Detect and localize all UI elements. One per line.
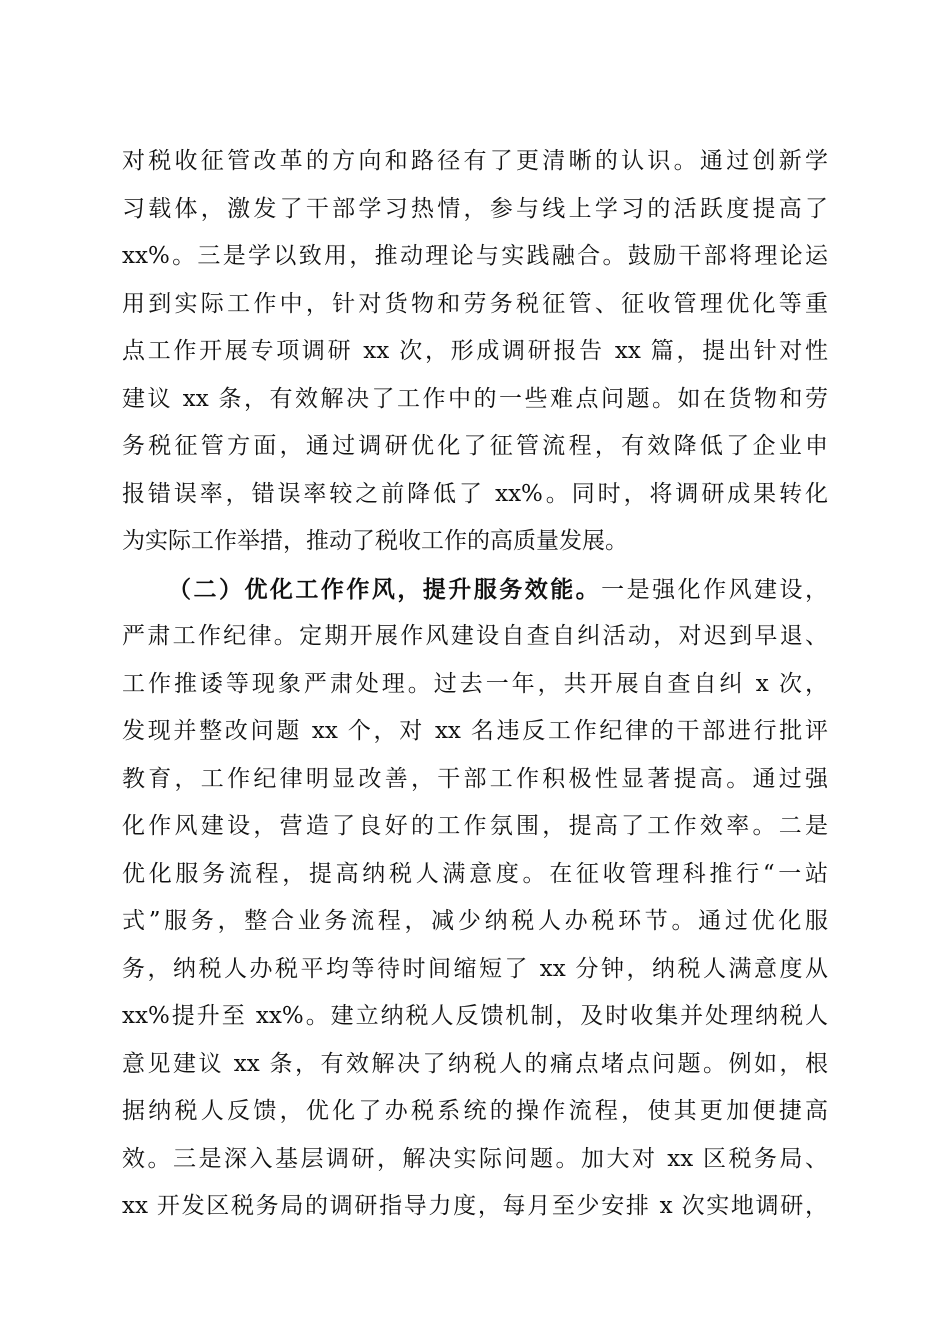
text-line: 习载体，激发了干部学习热情，参与线上学习的活跃度提高了 bbox=[122, 195, 828, 222]
text-line: 化作风建设，营造了良好的工作氛围，提高了工作效率。二是 bbox=[122, 813, 828, 839]
text-line: xx%。三是学以致用，推动理论与实践融合。鼓励干部将理论运 bbox=[122, 243, 828, 269]
text-line: 报错误率，错误率较之前降低了 xx%。同时，将调研成果转化 bbox=[122, 480, 828, 507]
text-line: 教育，工作纪律明显改善，干部工作积极性显著提高。通过强 bbox=[122, 765, 828, 792]
text-line: 据纳税人反馈，优化了办税系统的操作流程，使其更加便捷高 bbox=[122, 1098, 828, 1124]
text-line: 建议 xx 条，有效解决了工作中的一些难点问题。如在货物和劳 bbox=[122, 385, 828, 412]
paragraph-learning-results bbox=[122, 138, 828, 566]
text-line: 为实际工作举措，推动了税收工作的高质量发展。 bbox=[122, 528, 628, 554]
text-line: 务，纳税人办税平均等待时间缩短了 xx 分钟，纳税人满意度从 bbox=[122, 955, 828, 982]
text-line: 对税收征管改革的方向和路径有了更清晰的认识。通过创新学 bbox=[122, 148, 828, 174]
text-line: 意见建议 xx 条，有效解决了纳税人的痛点堵点问题。例如，根 bbox=[122, 1050, 828, 1077]
heading-line-text: 一是强化作风建设， bbox=[601, 576, 828, 603]
paragraph-work-style bbox=[122, 566, 828, 1231]
section-heading-line bbox=[122, 566, 828, 614]
text-line: xx%提升至 xx%。建立纳税人反馈机制，及时收集并处理纳税人 bbox=[122, 1003, 828, 1029]
document-body bbox=[122, 138, 828, 1231]
text-line: 严肃工作纪律。定期开展作风建设自查自纠活动，对迟到早退、 bbox=[122, 623, 828, 649]
text-line: 优化服务流程，提高纳税人满意度。在征收管理科推行“一站 bbox=[122, 860, 828, 887]
text-line: 用到实际工作中，针对货物和劳务税征管、征收管理优化等重 bbox=[122, 290, 828, 317]
text-line: 效。三是深入基层调研，解决实际问题。加大对 xx 区税务局、 bbox=[122, 1145, 828, 1172]
text-line: 点工作开展专项调研 xx 次，形成调研报告 xx 篇，提出针对性 bbox=[122, 338, 828, 364]
section-heading: （二）优化工作作风，提升服务效能。 bbox=[168, 575, 602, 603]
text-line: 务税征管方面，通过调研优化了征管流程，有效降低了企业申 bbox=[122, 433, 828, 459]
text-line: 工作推诿等现象严肃处理。过去一年，共开展自查自纠 x 次， bbox=[122, 670, 828, 697]
text-line: 发现并整改问题 xx 个，对 xx 名违反工作纪律的干部进行批评 bbox=[122, 718, 828, 744]
text-line: xx 开发区税务局的调研指导力度，每月至少安排 x 次实地调研， bbox=[122, 1193, 828, 1219]
text-line: 式”服务，整合业务流程，减少纳税人办税环节。通过优化服 bbox=[122, 908, 828, 934]
